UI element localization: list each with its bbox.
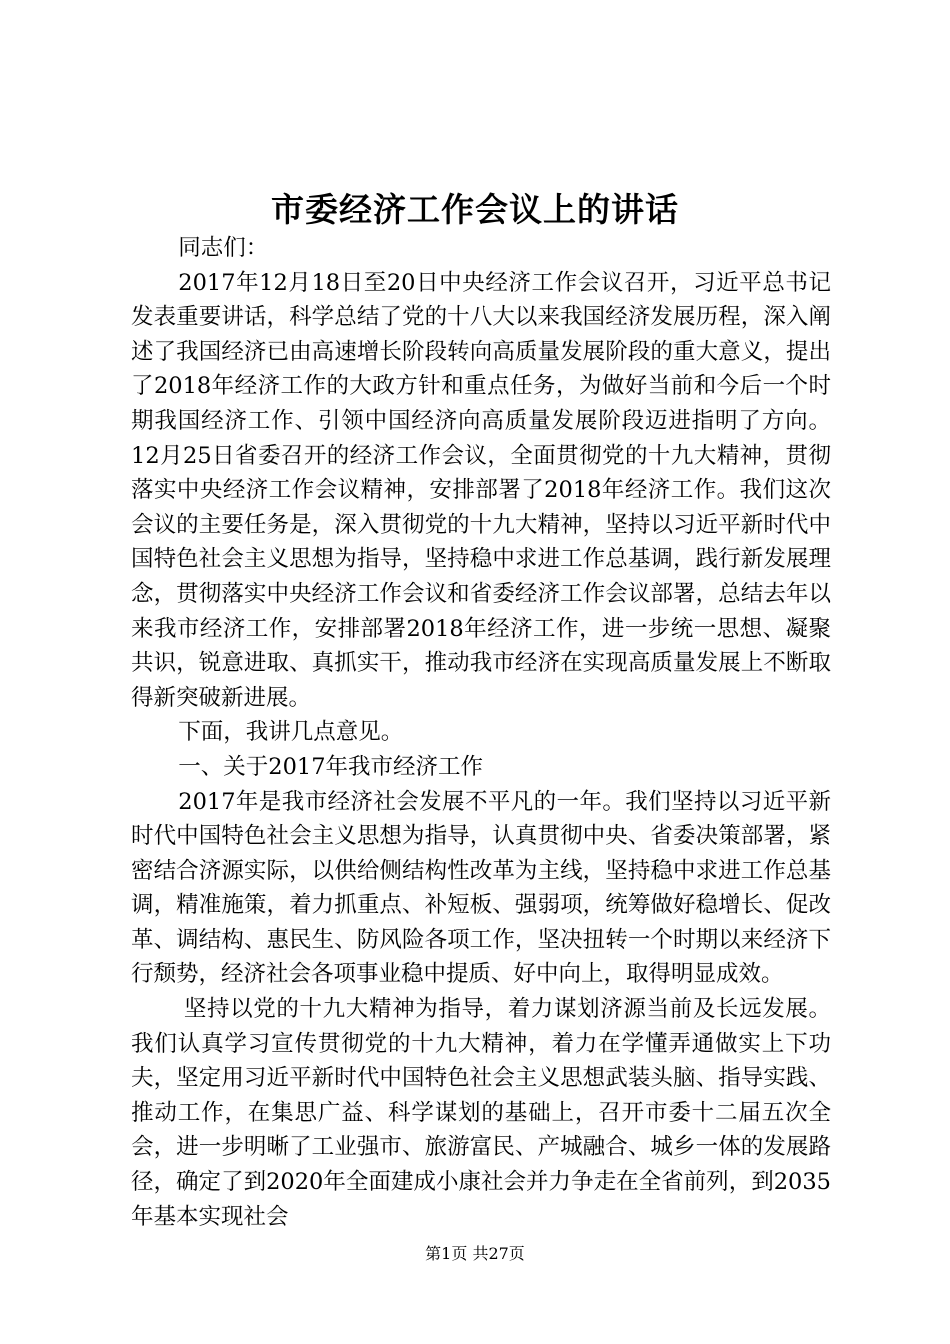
body-paragraph: 2017年是我市经济社会发展不平凡的一年。我们坚持以习近平新时代中国特色社会主义思想为指导，认真贯彻中央、省委决策部署，紧密结合济源实际，以供给侧结构性改革为主线，坚持稳中求进工作总基调，精准施策，着力抓重点、补短板、强弱项，统筹做好稳增长、促改革、调结构、惠民生、防风险各项工作，坚决扭转一个时期以来经济下行颓势，经济社会各项事业稳中提质、好中向上，取得明显成效。 <box>131 788 831 988</box>
salutation-paragraph: 同志们： <box>178 235 269 261</box>
body-paragraph: 坚持以党的十九大精神为指导，着力谋划济源当前及长远发展。我们认真学习宣传贯彻党的十九大精神，着力在学懂弄通做实上下功夫，坚定用习近平新时代中国特色社会主义思想武装头脑、指导实践、推动工作，在集思广益、科学谋划的基础上，召开市委十二届五次全会，进一步明晰了工业强市、旅游富民、产城融合、城乡一体的发展路径，确定了到2020年全面建成小康社会并力争走在全省前列，到2035年基本实现社会 <box>131 996 831 1230</box>
body-paragraph: 2017年12月18日至20日中央经济工作会议召开，习近平总书记发表重要讲话，科学总结了党的十八大以来我国经济发展历程，深入阐述了我国经济已由高速增长阶段转向高质量发展阶段的重大意义，提出了2018年经济工作的大政方针和重点任务，为做好当前和今后一个时期我国经济工作、引领中国经济向高质量发展阶段迈进指明了方向。12月25日省委召开的经济工作会议，全面贯彻党的十九大精神，贯彻落实中央经济工作会议精神，安排部署了2018年经济工作。我们这次会议的主要任务是，深入贯彻党的十九大精神，坚持以习近平新时代中国特色社会主义思想为指导，坚持稳中求进工作总基调，践行新发展理念，贯彻落实中央经济工作会议和省委经济工作会议部署，总结去年以来我市经济工作，安排部署2018年经济工作，进一步统一思想、凝聚共识，锐意进取、真抓实干，推动我市经济在实现高质量发展上不断取得新突破新进展。 <box>131 269 831 711</box>
document-title: 市委经济工作会议上的讲话 <box>271 190 679 229</box>
document-body <box>131 231 831 1234</box>
body-paragraph: 下面，我讲几点意见。 <box>178 719 404 746</box>
section-heading: 一、关于2017年我市经济工作 <box>178 753 484 780</box>
page-footer: 第1页 共27页 <box>425 1244 525 1263</box>
